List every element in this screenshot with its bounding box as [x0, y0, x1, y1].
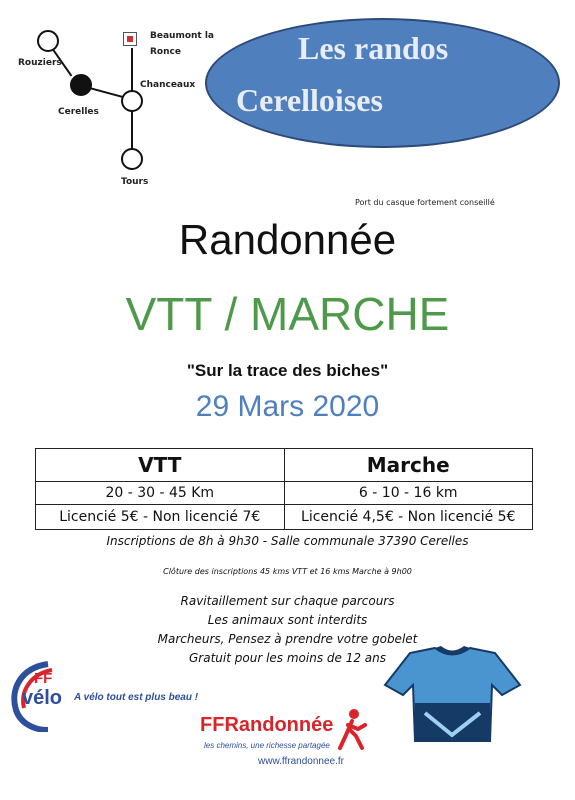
info-item: Les animaux sont interdits: [207, 613, 368, 627]
cerelles-marker: [70, 74, 92, 96]
beaumont-marker: [123, 32, 137, 46]
table-row: [36, 482, 533, 505]
ffvelo-slogan: A vélo tout est plus beau !: [74, 692, 199, 703]
title-line-2: Cerelloises: [236, 82, 383, 118]
info-item: Marcheurs, Pensez à prendre votre gobelet: [157, 632, 418, 646]
inscriptions-text: Inscriptions de 8h à 9h30 - Salle communale 37390 Cerelles: [106, 534, 469, 548]
table-row: [36, 505, 533, 530]
map-label-tours: Tours: [121, 177, 149, 187]
ffrando-name: Randonnée: [224, 714, 334, 736]
table-header-row: [36, 449, 533, 482]
subheading: VTT / MARCHE: [125, 288, 450, 340]
chanceaux-marker: [121, 90, 143, 112]
tours-marker: [121, 148, 143, 170]
tagline: "Sur la trace des biches": [186, 361, 389, 380]
map-label-rouziers: Rouziers: [18, 58, 62, 68]
marche-distances: 6 - 10 - 16 km: [284, 482, 533, 505]
map-line: [131, 48, 133, 94]
cloture-text: Clôture des inscriptions 45 kms VTT et 16 kms Marche à 9h00: [163, 567, 412, 576]
map-label-beaumont-1: Beaumont la: [150, 31, 215, 41]
tariff-table: [35, 448, 533, 530]
cycling-jersey-icon: [380, 643, 525, 743]
ffvelo-velo: vélo: [22, 687, 63, 709]
map-label-beaumont-2: Ronce: [150, 47, 181, 57]
title-line-1: Les randos: [298, 30, 449, 66]
ffvelo-logo: [8, 660, 72, 732]
map-line: [131, 110, 133, 152]
info-item: Ravitaillement sur chaque parcours: [180, 594, 395, 608]
beaumont-marker-dot: [127, 36, 133, 42]
vtt-price: Licencié 5€ - Non licencié 7€: [36, 505, 285, 530]
vtt-distances: 20 - 30 - 45 Km: [36, 482, 285, 505]
map-label-chanceaux: Chanceaux: [140, 80, 196, 90]
info-item: Gratuit pour les moins de 12 ans: [189, 651, 386, 665]
hiker-icon: [338, 708, 368, 752]
header-vtt: VTT: [36, 449, 285, 482]
rouziers-marker: [37, 30, 59, 52]
ffrando-ff: FF: [200, 714, 225, 736]
marche-price: Licencié 4,5€ - Non licencié 5€: [284, 505, 533, 530]
ffrando-url: www.ffrandonnee.fr: [258, 756, 344, 767]
map-label-cerelles: Cerelles: [58, 107, 99, 117]
event-date: 29 Mars 2020: [195, 390, 380, 423]
ffvelo-ff: FF: [34, 670, 53, 687]
header-marche: Marche: [284, 449, 533, 482]
ffrando-tagline: les chemins, une richesse partagée: [204, 741, 330, 750]
helmet-note: Port du casque fortement conseillé: [355, 198, 495, 207]
ffrando-logo: [200, 714, 333, 737]
map-line: [90, 87, 125, 98]
heading: Randonnée: [178, 216, 397, 263]
